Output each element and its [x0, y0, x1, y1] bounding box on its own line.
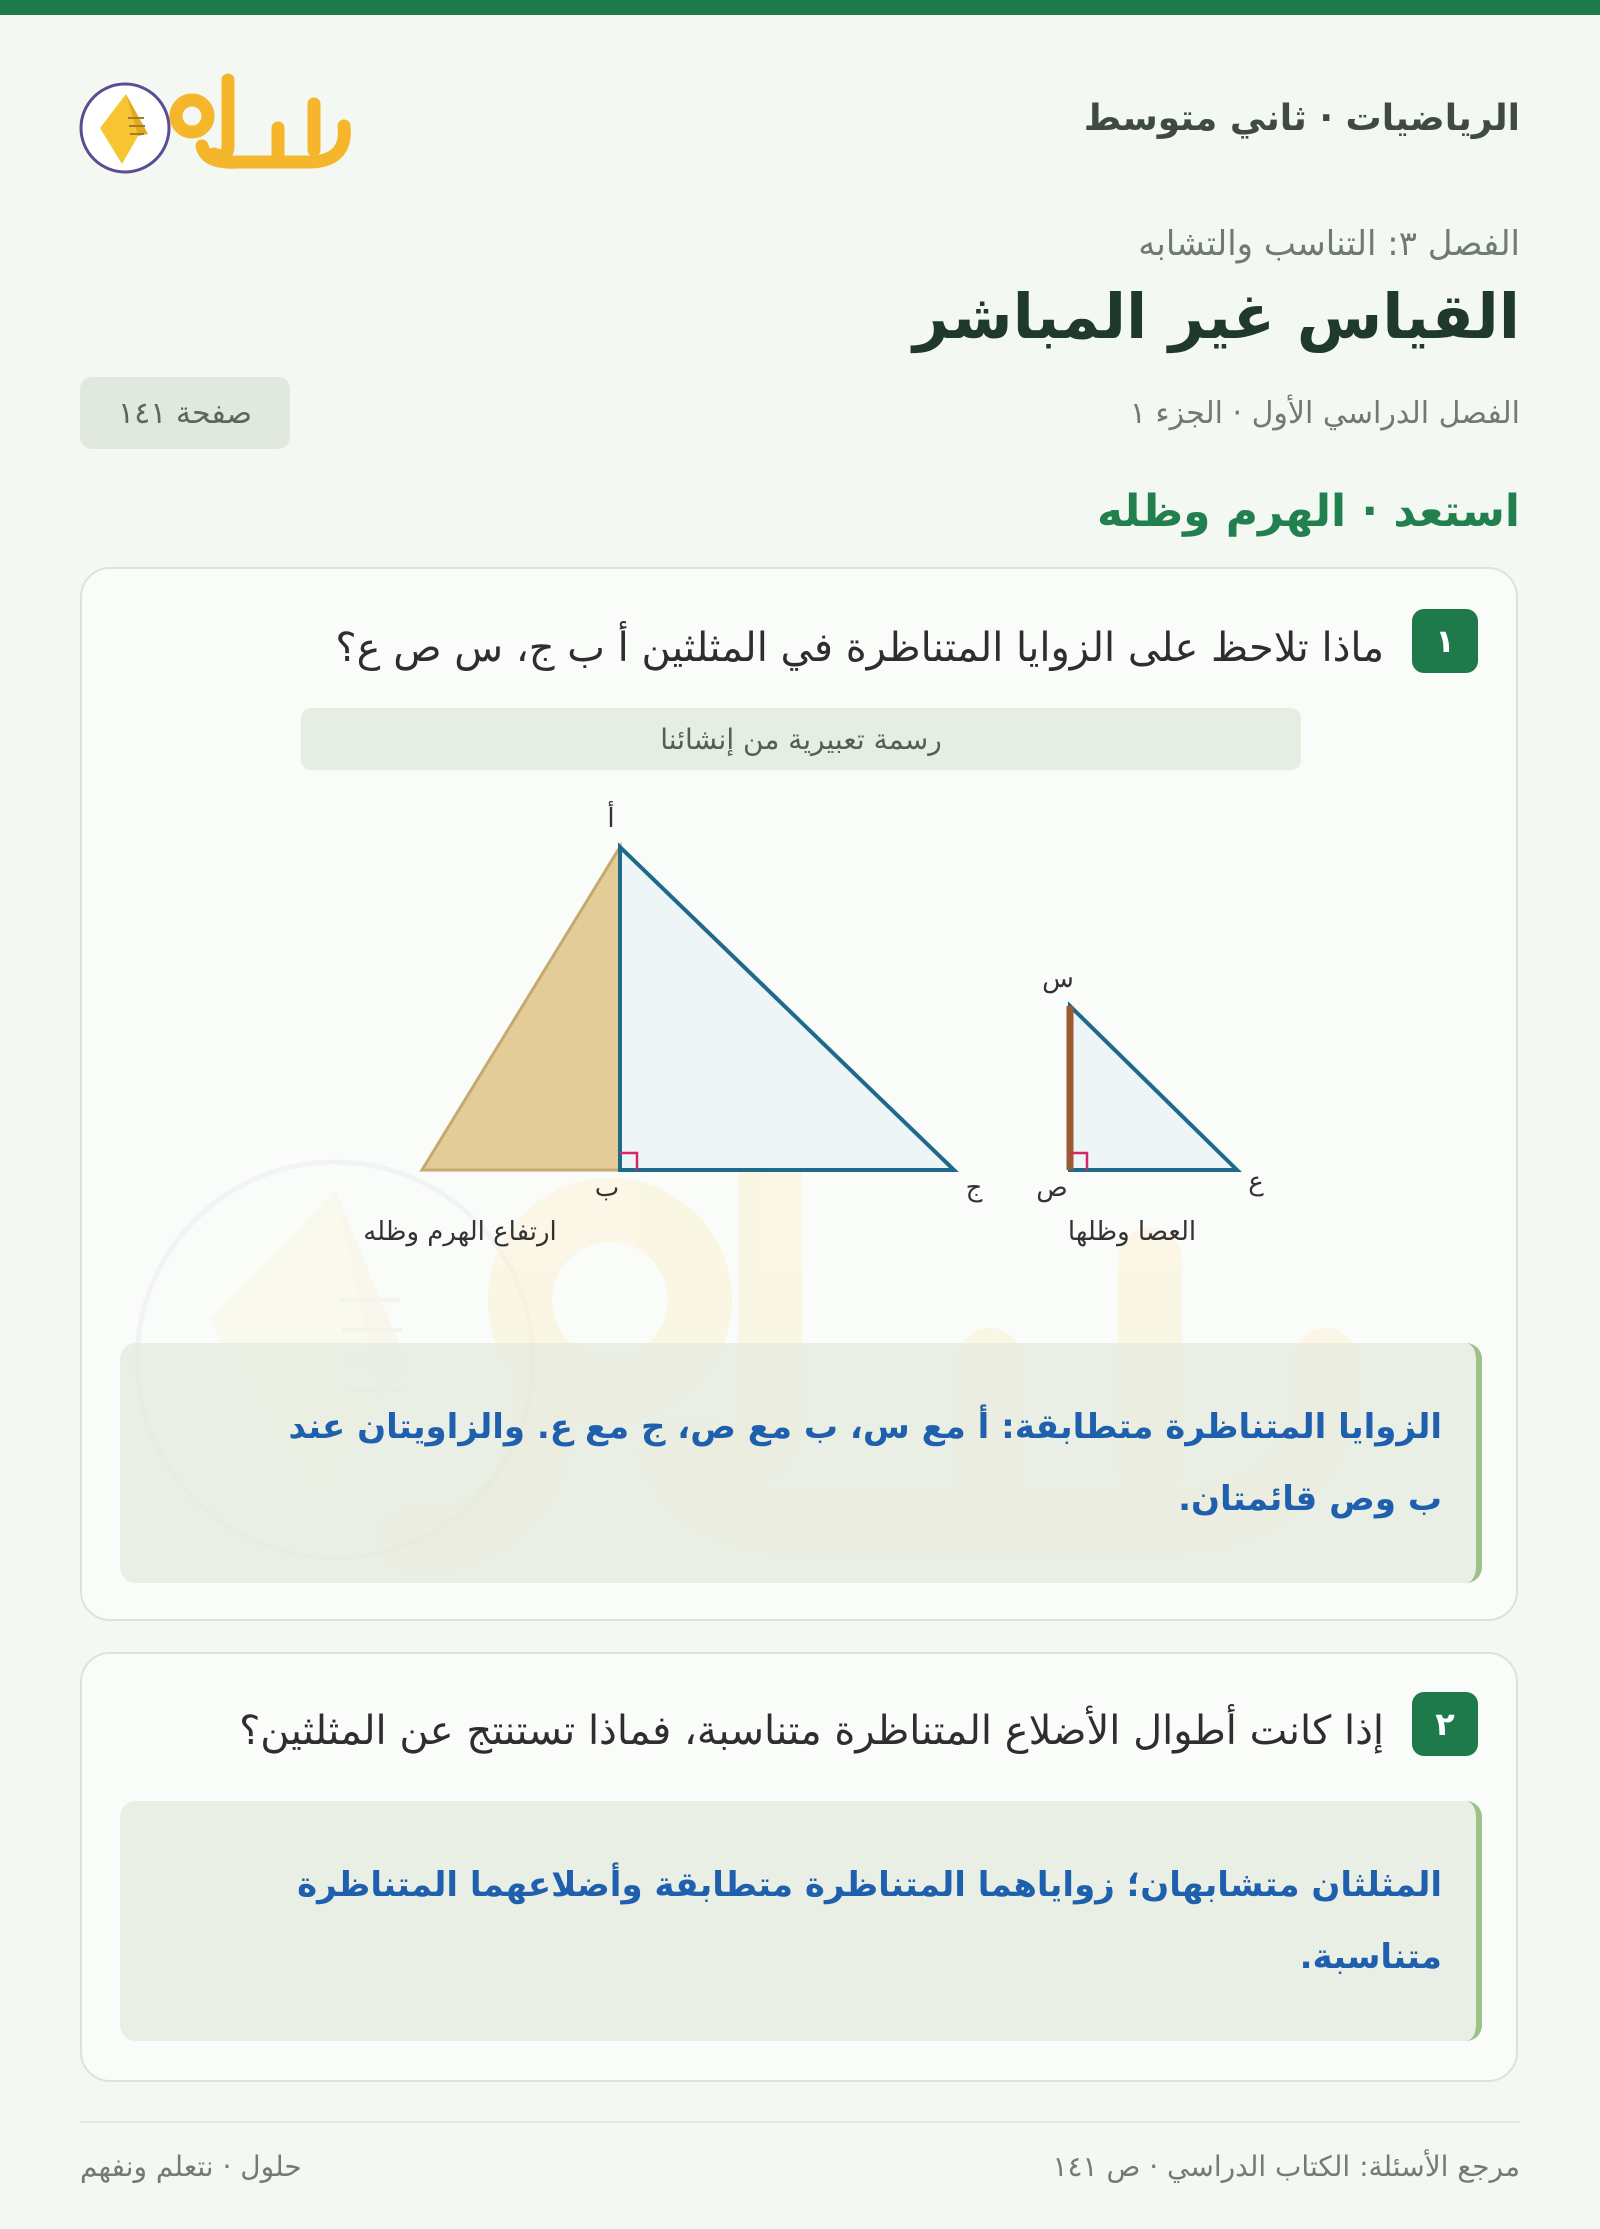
triangle-abc — [620, 847, 954, 1170]
chapter-label: الفصل ٣: التناسب والتشابه — [1138, 224, 1520, 264]
question-number-badge: ٢ — [1412, 1692, 1478, 1756]
similar-triangles-figure — [82, 569, 1518, 1289]
subject-label: الرياضيات · ثاني متوسط — [1083, 98, 1520, 139]
vertex-label-z: ع — [1248, 1167, 1264, 1197]
term-label: الفصل الدراسي الأول · الجزء ١ — [1129, 396, 1520, 431]
figure-caption: رسمة تعبيرية من إنشائنا — [301, 708, 1301, 770]
vertex-label-c: ج — [965, 1173, 983, 1203]
triangle-xyz — [1070, 1006, 1237, 1170]
footer-reference: مرجع الأسئلة: الكتاب الدراسي · ص ١٤١ — [1052, 2150, 1520, 2183]
vertex-label-a: أ — [607, 804, 615, 834]
vertex-label-b: ب — [594, 1173, 620, 1203]
question-text: إذا كانت أطوال الأضلاع المتناظرة متناسبة، فماذا تستنتج عن المثلثين؟ — [239, 1708, 1384, 1754]
answer-text: المثلثان متشابهان؛ زواياهما المتناظرة متطابقة وأضلاعهما المتناظرة متناسبة. — [297, 1865, 1442, 1977]
question-number-badge: ١ — [1412, 609, 1478, 673]
vertex-label-y: ص — [1036, 1173, 1068, 1203]
top-accent-bar — [0, 0, 1600, 15]
question-card-2 — [80, 1652, 1518, 2082]
page-badge: صفحة ١٤١ — [80, 377, 290, 449]
footer-divider — [80, 2121, 1520, 2123]
small-triangle-label: العصا وظلها — [1067, 1217, 1197, 1247]
footer-brand: حلول · نتعلم ونفهم — [80, 2150, 302, 2183]
vertex-label-x: س — [1042, 964, 1074, 994]
brand-logo — [78, 66, 358, 176]
answer-text: الزوايا المتناظرة متطابقة: أ مع س، ب مع ص، ج مع ع. والزاويتان عند ب وص قائمتان. — [288, 1407, 1442, 1519]
logo-text: حلول — [273, 126, 276, 127]
pyramid-shape — [422, 847, 620, 1170]
section-heading: استعد · الهرم وظله — [1097, 486, 1520, 537]
question-card-1 — [80, 567, 1518, 1621]
lesson-title: القياس غير المباشر — [913, 280, 1520, 353]
answer-box — [120, 1343, 1482, 1583]
answer-box — [120, 1801, 1482, 2041]
question-text: ماذا تلاحظ على الزوايا المتناظرة في المثلثين أ ب ج، س ص ع؟ — [335, 625, 1384, 671]
big-triangle-label: ارتفاع الهرم وظله — [363, 1217, 557, 1247]
